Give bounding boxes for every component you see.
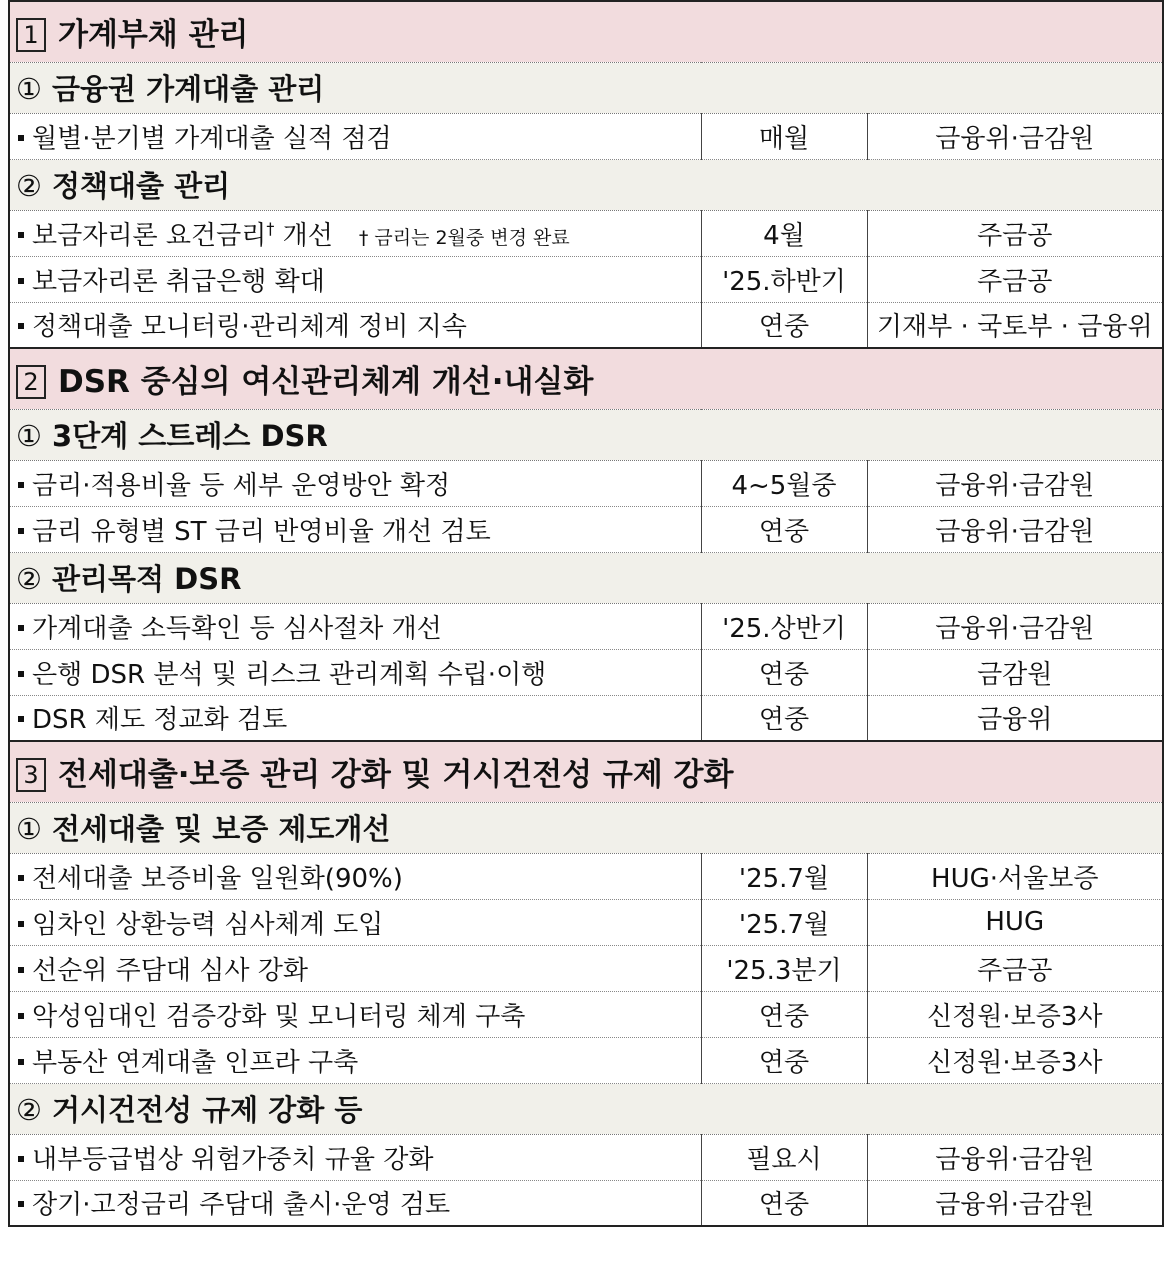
timing-cell: 연중 [701,649,867,695]
subsection-title: 정책대출 관리 [52,169,231,203]
organization-cell: 신정원·보증3사 [867,991,1163,1037]
section-title: 전세대출·보증 관리 강화 및 거시건전성 규제 강화 [58,757,734,794]
organization-cell: 기재부 · 국토부 · 금융위 [867,302,1163,348]
timing-cell: '25.7월 [701,899,867,945]
task-cell [9,460,701,506]
subsection-marker: ① [16,419,42,453]
task-cell [9,649,701,695]
subsection-header-cell [9,802,1163,853]
organization-cell: 금융위 [867,695,1163,741]
timing-cell: 4~5월중 [701,460,867,506]
table-row [9,1134,1163,1180]
subsection-header-cell [9,1083,1163,1134]
task-text: 가계대출 소득확인 등 심사절차 개선 [32,613,442,644]
section-header-row [9,741,1163,802]
task-text: 금리·적용비율 등 세부 운영방안 확정 [32,470,451,501]
bullet-icon [18,278,24,284]
bullet-icon [18,625,24,631]
timing-cell: 연중 [701,991,867,1037]
section-title: 가계부채 관리 [58,17,249,54]
section-number-box: 2 [16,365,46,399]
bullet-icon [18,1201,24,1207]
organization-cell: 금융위·금감원 [867,460,1163,506]
task-cell [9,945,701,991]
table-row [9,210,1163,256]
task-text: 월별·분기별 가계대출 실적 점검 [32,123,392,154]
subsection-header-cell [9,552,1163,603]
task-text: 선순위 주담대 심사 강화 [32,955,308,986]
section-number-box: 3 [16,758,46,792]
task-text: 임차인 상환능력 심사체계 도입 [32,909,384,940]
task-text: 내부등급법상 위험가중치 규율 강화 [32,1144,434,1175]
subsection-marker: ② [16,169,42,203]
timing-cell: 매월 [701,113,867,159]
bullet-icon [18,1156,24,1162]
timing-cell: 연중 [701,1180,867,1226]
subsection-title: 거시건전성 규제 강화 등 [52,1093,363,1127]
task-cell [9,506,701,552]
task-text: 전세대출 보증비율 일원화(90%) [32,863,403,894]
bullet-icon [18,482,24,488]
table-row [9,695,1163,741]
task-text: DSR 제도 정교화 검토 [32,705,288,736]
timing-cell: 연중 [701,506,867,552]
bullet-icon [18,1013,24,1019]
dagger-mark: † [266,218,275,238]
subsection-header-row [9,802,1163,853]
subsection-marker: ② [16,562,42,596]
task-text: 부동산 연계대출 인프라 구축 [32,1047,359,1078]
task-cell [9,899,701,945]
task-text: 보금자리론 취급은행 확대 [32,266,325,297]
table-row [9,113,1163,159]
task-cell [9,210,701,256]
task-cell [9,256,701,302]
bullet-icon [18,716,24,722]
timing-cell: 필요시 [701,1134,867,1180]
task-cell [9,113,701,159]
subsection-marker: ① [16,72,42,106]
bullet-icon [18,323,24,329]
table-row [9,649,1163,695]
subsection-title: 금융권 가계대출 관리 [52,72,325,106]
organization-cell: 금융위·금감원 [867,1180,1163,1226]
task-cell [9,695,701,741]
subsection-marker: ① [16,812,42,846]
subsection-header-cell [9,159,1163,210]
task-cell [9,302,701,348]
timing-cell: '25.3분기 [701,945,867,991]
table-row [9,460,1163,506]
subsection-header-row [9,1083,1163,1134]
subsection-title: 3단계 스트레스 DSR [52,419,328,453]
subsection-header-row [9,552,1163,603]
section-title: DSR 중심의 여신관리체계 개선·내실화 [58,364,594,401]
timing-cell: '25.7월 [701,853,867,899]
task-cell [9,991,701,1037]
task-text: 은행 DSR 분석 및 리스크 관리계획 수립·이행 [32,659,547,690]
task-cell [9,853,701,899]
table-row [9,603,1163,649]
timing-cell: 4월 [701,210,867,256]
timing-cell: '25.하반기 [701,256,867,302]
section-header-cell [9,741,1163,802]
task-text-suffix: 개선 [274,220,333,251]
bullet-icon [18,921,24,927]
policy-table-document [8,0,1162,1227]
task-text: 악성임대인 검증강화 및 모니터링 체계 구축 [32,1001,526,1032]
bullet-icon [18,135,24,141]
organization-cell: 금감원 [867,649,1163,695]
table-row [9,1180,1163,1226]
subsection-title: 관리목적 DSR [52,562,242,596]
bullet-icon [18,967,24,973]
subsection-header-row [9,409,1163,460]
section-header-row [9,1,1163,62]
table-row [9,945,1163,991]
policy-schedule-table [8,0,1164,1227]
timing-cell: '25.상반기 [701,603,867,649]
organization-cell: 금융위·금감원 [867,506,1163,552]
table-row [9,991,1163,1037]
organization-cell: HUG [867,899,1163,945]
organization-cell: HUG·서울보증 [867,853,1163,899]
task-text: 보금자리론 요건금리 [32,220,267,251]
subsection-title: 전세대출 및 보증 제도개선 [52,812,391,846]
table-row [9,256,1163,302]
task-cell [9,1180,701,1226]
organization-cell: 금융위·금감원 [867,1134,1163,1180]
table-row [9,506,1163,552]
subsection-header-row [9,159,1163,210]
section-header-row [9,348,1163,409]
subsection-header-cell [9,62,1163,113]
task-cell [9,603,701,649]
organization-cell: 금융위·금감원 [867,113,1163,159]
organization-cell: 주금공 [867,256,1163,302]
subsection-header-row [9,62,1163,113]
footnote-text: † 금리는 2월중 변경 완료 [358,226,570,249]
bullet-icon [18,875,24,881]
table-row [9,899,1163,945]
task-text: 장기·고정금리 주담대 출시·운영 검토 [32,1190,451,1221]
table-row [9,853,1163,899]
subsection-header-cell [9,409,1163,460]
table-row [9,302,1163,348]
organization-cell: 주금공 [867,210,1163,256]
task-cell [9,1037,701,1083]
timing-cell: 연중 [701,1037,867,1083]
bullet-icon [18,528,24,534]
bullet-icon [18,1059,24,1065]
table-row [9,1037,1163,1083]
organization-cell: 신정원·보증3사 [867,1037,1163,1083]
section-header-cell [9,348,1163,409]
timing-cell: 연중 [701,695,867,741]
task-text: 금리 유형별 ST 금리 반영비율 개선 검토 [32,516,491,547]
organization-cell: 금융위·금감원 [867,603,1163,649]
subsection-marker: ② [16,1093,42,1127]
organization-cell: 주금공 [867,945,1163,991]
bullet-icon [18,671,24,677]
task-cell [9,1134,701,1180]
section-number-box: 1 [16,18,46,52]
task-text: 정책대출 모니터링·관리체계 정비 지속 [32,312,467,343]
section-header-cell [9,1,1163,62]
timing-cell: 연중 [701,302,867,348]
bullet-icon [18,232,24,238]
